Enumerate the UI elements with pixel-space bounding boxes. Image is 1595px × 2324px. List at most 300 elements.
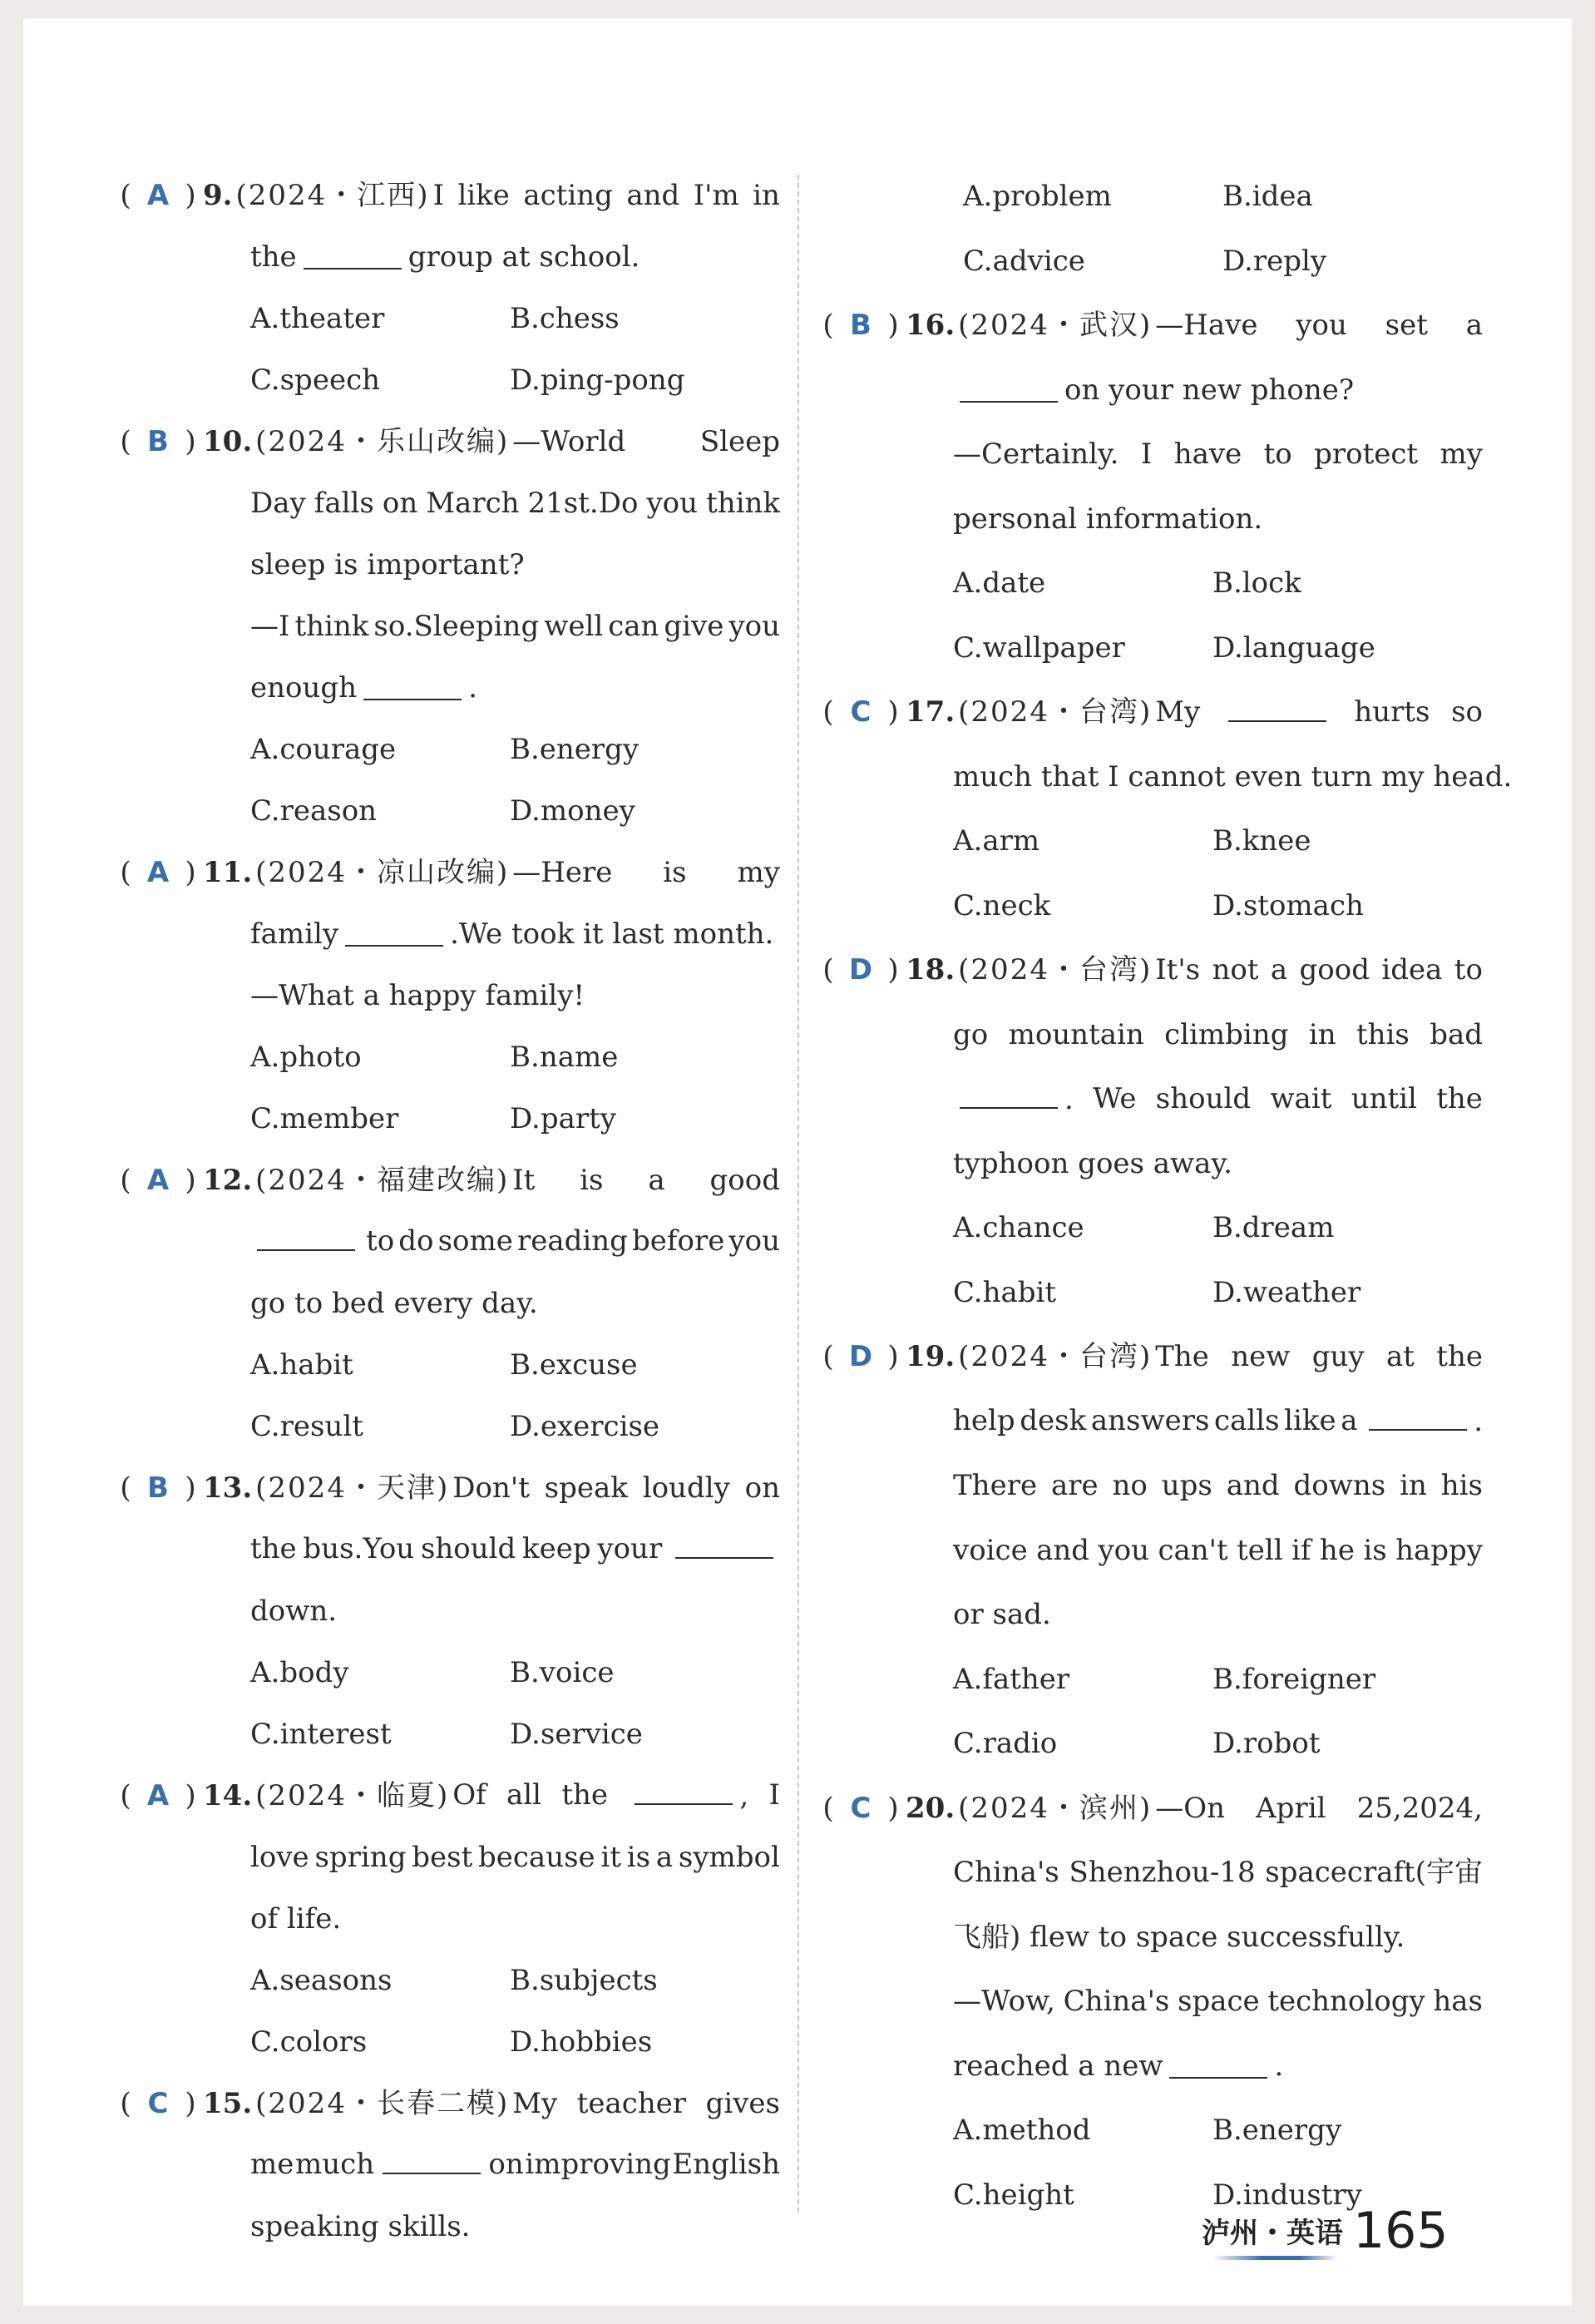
word: so bbox=[1451, 695, 1483, 729]
word: if bbox=[1291, 1533, 1311, 1567]
question-head bbox=[817, 294, 1483, 358]
word: ups bbox=[1161, 1469, 1212, 1503]
answer-blank bbox=[1369, 1406, 1467, 1431]
options-row bbox=[817, 809, 1483, 874]
word: all bbox=[506, 1778, 542, 1812]
word: a bbox=[655, 1840, 674, 1874]
word: My bbox=[512, 2086, 558, 2120]
option-c: C.colors bbox=[250, 2025, 368, 2059]
question-number: 20. bbox=[906, 1791, 956, 1825]
option-d: D.stomach bbox=[1212, 888, 1364, 922]
question-head bbox=[817, 938, 1483, 1003]
option-b: B.lock bbox=[1212, 566, 1301, 601]
options-row bbox=[115, 1088, 780, 1150]
word: falls bbox=[314, 486, 374, 520]
close-paren: ) bbox=[185, 1163, 196, 1197]
justified-line bbox=[250, 1534, 780, 1565]
options-row bbox=[817, 230, 1483, 294]
question-source: (2024・福建改编) bbox=[255, 1163, 510, 1197]
question-number: 11. bbox=[203, 855, 253, 889]
question-head bbox=[817, 1777, 1483, 1842]
word: help bbox=[953, 1404, 1015, 1438]
question-source: (2024・江西) bbox=[235, 178, 430, 212]
stem-text: speaking skills. bbox=[250, 2209, 471, 2243]
word: and bbox=[626, 178, 680, 212]
word: your bbox=[597, 1532, 663, 1565]
answer-letter: C bbox=[147, 2086, 169, 2120]
answer-blank bbox=[363, 675, 462, 700]
option-d: D.party bbox=[510, 1101, 617, 1135]
open-paren: ( bbox=[120, 1471, 131, 1505]
question-head bbox=[115, 411, 780, 472]
justified-line bbox=[452, 1473, 780, 1504]
option-c: C.height bbox=[953, 2178, 1074, 2212]
word: do bbox=[398, 1224, 434, 1258]
stem-line bbox=[115, 1827, 780, 1888]
question-source: (2024・台湾) bbox=[958, 1340, 1153, 1374]
stem-line bbox=[817, 1519, 1483, 1584]
stem-line bbox=[115, 1211, 780, 1273]
stem-line bbox=[115, 903, 780, 965]
options-row bbox=[817, 2099, 1483, 2163]
answer-letter: C bbox=[850, 1791, 872, 1825]
close-paren: ) bbox=[185, 855, 196, 889]
right-column bbox=[817, 165, 1513, 2228]
word: March bbox=[426, 486, 520, 520]
word: technology bbox=[1267, 1985, 1425, 2019]
word: Don't bbox=[452, 1471, 530, 1505]
word: keep bbox=[522, 1532, 591, 1565]
option-c: C.speech bbox=[250, 363, 381, 397]
word: on bbox=[488, 2148, 524, 2181]
stem-line bbox=[115, 472, 780, 534]
open-paren: ( bbox=[822, 695, 834, 729]
stem-first-line bbox=[512, 1165, 780, 1196]
justified-line bbox=[1155, 1342, 1483, 1372]
word: hurts bbox=[1354, 695, 1430, 729]
word: until bbox=[1351, 1081, 1417, 1115]
word: has bbox=[1433, 1985, 1483, 2019]
word bbox=[376, 2149, 487, 2181]
option-c: C.radio bbox=[953, 1727, 1058, 1761]
word: on bbox=[744, 1471, 780, 1505]
word: his bbox=[1440, 1469, 1483, 1503]
stem-text: family bbox=[250, 917, 339, 951]
word: protect bbox=[1314, 438, 1419, 472]
word: a bbox=[1341, 1404, 1358, 1438]
justified-line bbox=[1155, 697, 1483, 729]
stem-text: sleep is important? bbox=[250, 547, 525, 581]
word: Of bbox=[452, 1778, 486, 1812]
close-paren: ) bbox=[185, 424, 196, 458]
option-b: B.chess bbox=[510, 301, 620, 335]
option-d: D.weather bbox=[1212, 1275, 1361, 1309]
open-paren: ( bbox=[822, 1791, 834, 1825]
word: idea bbox=[1381, 953, 1443, 987]
word: you bbox=[646, 486, 699, 520]
word: The bbox=[1155, 1340, 1209, 1374]
question-number: 15. bbox=[203, 2086, 253, 2120]
word: give bbox=[664, 609, 724, 643]
option-a: A.chance bbox=[953, 1211, 1084, 1245]
word: the bbox=[1436, 1340, 1483, 1374]
justified-line bbox=[1155, 1793, 1483, 1824]
option-c: C.advice bbox=[963, 244, 1085, 278]
question-source: (2024・台湾) bbox=[958, 695, 1153, 729]
word: English bbox=[672, 2148, 780, 2181]
stem-text: . bbox=[1274, 2049, 1284, 2083]
stem-text: 飞船) flew to space successfully. bbox=[953, 1920, 1405, 1954]
stem-text: of life. bbox=[250, 1901, 342, 1936]
column-divider bbox=[798, 175, 799, 2213]
stem-line bbox=[817, 1454, 1483, 1519]
word: China's bbox=[1063, 1985, 1170, 2019]
stem-line bbox=[115, 1519, 780, 1580]
option-c: C.interest bbox=[250, 1717, 392, 1751]
word: is bbox=[580, 1163, 604, 1197]
word: improving bbox=[525, 2148, 671, 2181]
word: new bbox=[1231, 1340, 1291, 1374]
stem-text: enough bbox=[250, 670, 358, 705]
option-a: A.father bbox=[953, 1662, 1070, 1696]
word: guy bbox=[1311, 1340, 1365, 1374]
answer-letter: B bbox=[850, 309, 872, 343]
option-c: C.wallpaper bbox=[953, 630, 1125, 665]
options-row bbox=[115, 1703, 780, 1765]
option-a: A.photo bbox=[250, 1040, 362, 1074]
word: so.Sleeping bbox=[373, 609, 540, 643]
question-source: (2024・天津) bbox=[255, 1471, 450, 1505]
justified-line bbox=[953, 1017, 1483, 1051]
stem-line bbox=[817, 1132, 1483, 1197]
word bbox=[250, 1226, 362, 1258]
word: bad bbox=[1430, 1017, 1483, 1051]
word: . bbox=[953, 1084, 1074, 1115]
word: —World bbox=[512, 424, 626, 458]
stem-line bbox=[115, 965, 780, 1026]
word: have bbox=[1173, 438, 1242, 472]
option-a: A.courage bbox=[250, 732, 397, 766]
word: good bbox=[709, 1163, 780, 1197]
open-paren: ( bbox=[120, 424, 131, 458]
word: speak bbox=[544, 1471, 628, 1505]
justified-line bbox=[250, 1842, 780, 1873]
word: gives bbox=[705, 2086, 780, 2120]
word: think bbox=[294, 609, 369, 643]
option-a: A.habit bbox=[250, 1347, 353, 1382]
stem-line bbox=[115, 534, 780, 596]
question-number: 18. bbox=[906, 953, 956, 987]
word: the bbox=[1436, 1081, 1483, 1115]
option-b: B.idea bbox=[1222, 180, 1313, 214]
option-b: B.foreigner bbox=[1212, 1662, 1376, 1696]
justified-line bbox=[953, 1535, 1483, 1566]
word: not bbox=[1212, 953, 1259, 987]
options-row bbox=[115, 1642, 780, 1703]
word: like bbox=[457, 178, 510, 212]
option-d: D.ping-pong bbox=[510, 363, 685, 397]
answer-blank bbox=[304, 245, 402, 269]
word: —On bbox=[1155, 1791, 1225, 1825]
question-number: 12. bbox=[203, 1163, 253, 1197]
word: space bbox=[1178, 1985, 1260, 2019]
word: should bbox=[420, 1532, 516, 1565]
word: should bbox=[1155, 1081, 1252, 1115]
option-a: A.date bbox=[953, 566, 1046, 601]
options-row bbox=[115, 2011, 780, 2073]
justified-line bbox=[953, 1406, 1483, 1437]
word: best bbox=[412, 1840, 473, 1874]
question-9 bbox=[115, 165, 780, 411]
answer-letter: A bbox=[146, 178, 170, 212]
word: reading bbox=[516, 1224, 628, 1258]
justified-line bbox=[433, 180, 780, 211]
options-row bbox=[817, 616, 1483, 681]
open-paren: ( bbox=[120, 855, 131, 889]
word: it bbox=[600, 1840, 621, 1874]
question-source: (2024・凉山改编) bbox=[255, 855, 510, 889]
option-d: D.hobbies bbox=[510, 2025, 653, 2059]
question-head bbox=[817, 1325, 1483, 1390]
answer-letter: D bbox=[848, 953, 873, 987]
word: It's bbox=[1155, 953, 1201, 987]
word: I bbox=[1140, 438, 1153, 472]
question-11 bbox=[115, 842, 780, 1150]
question-16 bbox=[817, 294, 1483, 680]
question-head bbox=[115, 1457, 780, 1519]
word: calls bbox=[1214, 1404, 1280, 1438]
word: loudly bbox=[642, 1471, 730, 1505]
open-paren: ( bbox=[822, 309, 834, 343]
word: no bbox=[1112, 1469, 1148, 1503]
word: —I bbox=[250, 609, 290, 643]
options-row bbox=[817, 1712, 1483, 1777]
stem-text: group at school. bbox=[407, 240, 640, 274]
justified-line bbox=[250, 2149, 780, 2181]
word: to bbox=[366, 1224, 395, 1258]
stem-line bbox=[115, 2196, 780, 2257]
page-number: 165 bbox=[1353, 2202, 1449, 2260]
justified-line bbox=[953, 1471, 1483, 1501]
stem-text: typhoon goes away. bbox=[953, 1146, 1232, 1180]
question-10 bbox=[115, 411, 780, 842]
word: is bbox=[1363, 1533, 1387, 1567]
word: a bbox=[1465, 309, 1483, 343]
option-b: B.energy bbox=[510, 732, 639, 766]
justified-line bbox=[452, 1780, 780, 1812]
question-source: (2024・台湾) bbox=[958, 953, 1153, 987]
stem-text: on your new phone? bbox=[1064, 373, 1355, 407]
stem-line bbox=[817, 2035, 1483, 2099]
answer-letter: B bbox=[147, 1471, 169, 1505]
answer-blank bbox=[345, 922, 443, 947]
word: in bbox=[753, 178, 780, 212]
option-c: C.neck bbox=[953, 888, 1051, 922]
answer-blank bbox=[257, 1226, 355, 1251]
left-column bbox=[115, 165, 780, 2257]
word: —Have bbox=[1155, 309, 1258, 343]
stem-first-line bbox=[1155, 310, 1483, 341]
word bbox=[669, 1534, 780, 1565]
question-number: 9. bbox=[203, 178, 233, 212]
justified-line bbox=[953, 439, 1483, 470]
option-a: A.arm bbox=[953, 824, 1040, 858]
word: I'm bbox=[693, 178, 739, 212]
option-d: D.service bbox=[510, 1717, 643, 1751]
word: desk bbox=[1020, 1404, 1087, 1438]
word: 25,2024, bbox=[1356, 1791, 1483, 1825]
question-number: 17. bbox=[906, 695, 956, 729]
justified-line bbox=[1155, 310, 1483, 341]
options-row bbox=[115, 780, 780, 842]
stem-line bbox=[115, 596, 780, 657]
word: We bbox=[1093, 1081, 1137, 1115]
options-row bbox=[115, 719, 780, 780]
justified-line bbox=[512, 424, 780, 458]
close-paren: ) bbox=[185, 1471, 196, 1505]
word: climbing bbox=[1164, 1017, 1289, 1051]
option-c: C.reason bbox=[250, 794, 378, 828]
word: is bbox=[626, 1840, 651, 1874]
options-row bbox=[817, 1261, 1483, 1326]
word: symbol bbox=[678, 1840, 780, 1874]
word bbox=[1222, 697, 1333, 729]
close-paren: ) bbox=[185, 2086, 196, 2120]
word: in bbox=[1400, 1469, 1427, 1503]
stem-first-line bbox=[452, 1780, 780, 1812]
answer-letter: A bbox=[146, 1163, 170, 1197]
close-paren: ) bbox=[887, 1340, 899, 1374]
stem-first-line bbox=[452, 1473, 780, 1504]
stem-text: personal information. bbox=[953, 502, 1263, 536]
word: , bbox=[628, 1780, 748, 1812]
word: the bbox=[561, 1778, 609, 1812]
options-row bbox=[115, 1396, 780, 1457]
question-source: (2024・滨州) bbox=[958, 1791, 1153, 1825]
word: downs bbox=[1293, 1469, 1386, 1503]
stem-first-line bbox=[512, 2086, 780, 2120]
word: to bbox=[1263, 438, 1292, 472]
word: is bbox=[663, 855, 687, 889]
answer-letter: B bbox=[147, 424, 169, 458]
option-d: D.exercise bbox=[510, 1409, 660, 1443]
word: you bbox=[728, 609, 780, 643]
question-head bbox=[115, 2073, 780, 2134]
open-paren: ( bbox=[822, 953, 834, 987]
footer-accent-bar bbox=[1212, 2256, 1337, 2260]
question-20 bbox=[817, 1777, 1483, 2228]
option-b: B.subjects bbox=[510, 1963, 658, 1997]
footer-label: 泸州・英语 bbox=[1202, 2217, 1343, 2250]
answer-letter: C bbox=[850, 695, 872, 729]
option-c: C.result bbox=[250, 1409, 363, 1443]
word: think bbox=[706, 486, 780, 520]
stem-text: go to bed every day. bbox=[250, 1286, 538, 1320]
word: on bbox=[382, 486, 418, 520]
stem-line bbox=[115, 1273, 780, 1334]
stem-line bbox=[115, 2134, 780, 2196]
stem-first-line bbox=[512, 855, 780, 889]
stem-text: .We took it last month. bbox=[450, 917, 774, 951]
answer-blank bbox=[383, 2149, 481, 2174]
stem-line bbox=[817, 487, 1483, 552]
question-head bbox=[115, 842, 780, 903]
word: —Here bbox=[512, 855, 613, 889]
word: in bbox=[1308, 1017, 1336, 1051]
answer-letter: D bbox=[848, 1340, 873, 1374]
open-paren: ( bbox=[120, 1778, 131, 1812]
option-a: A.seasons bbox=[250, 1963, 393, 1997]
word: you bbox=[1296, 309, 1347, 343]
word: spring bbox=[314, 1840, 407, 1874]
option-d: D.reply bbox=[1222, 244, 1327, 278]
word: you bbox=[1098, 1533, 1150, 1567]
word: like bbox=[1284, 1404, 1336, 1438]
question-15-options-continued bbox=[817, 165, 1483, 294]
word: teacher bbox=[576, 2086, 687, 2120]
options-row bbox=[115, 349, 780, 411]
justified-line bbox=[1155, 955, 1483, 986]
stem-line bbox=[115, 1888, 780, 1950]
stem-text: down. bbox=[250, 1594, 338, 1628]
word: Sleep bbox=[699, 424, 780, 458]
stem-text: —What a happy family! bbox=[250, 978, 585, 1012]
question-source: (2024・长春二模) bbox=[255, 2086, 510, 2120]
word: can bbox=[608, 609, 659, 643]
options-row bbox=[817, 1648, 1483, 1713]
question-source: (2024・临夏) bbox=[255, 1778, 450, 1812]
word: are bbox=[1050, 1469, 1099, 1503]
answer-letter: A bbox=[146, 855, 170, 889]
justified-line bbox=[512, 855, 780, 889]
stem-line bbox=[817, 1390, 1483, 1455]
word: much bbox=[295, 2148, 375, 2181]
stem-line bbox=[817, 745, 1513, 810]
justified-line bbox=[512, 1165, 780, 1196]
options-row bbox=[817, 874, 1483, 939]
open-paren: ( bbox=[822, 1340, 834, 1374]
word: 21st.Do bbox=[527, 486, 639, 520]
close-paren: ) bbox=[185, 178, 196, 212]
stem-first-line bbox=[1155, 1342, 1483, 1372]
word: set bbox=[1385, 309, 1428, 343]
option-b: B.excuse bbox=[510, 1347, 638, 1382]
option-d: D.robot bbox=[1212, 1727, 1321, 1761]
stem-text: . bbox=[468, 670, 477, 705]
stem-line bbox=[115, 1580, 780, 1642]
word: I bbox=[768, 1778, 780, 1812]
word: acting bbox=[523, 178, 613, 212]
justified-line bbox=[250, 488, 780, 519]
question-number: 19. bbox=[906, 1340, 956, 1374]
stem-line bbox=[115, 657, 780, 719]
close-paren: ) bbox=[185, 1778, 196, 1812]
stem-line bbox=[817, 358, 1483, 423]
option-b: B.energy bbox=[1212, 2114, 1342, 2148]
option-d: D.money bbox=[510, 794, 635, 828]
word: . bbox=[1362, 1406, 1483, 1437]
word: and bbox=[1226, 1469, 1280, 1503]
question-number: 13. bbox=[203, 1471, 253, 1505]
word: answers bbox=[1090, 1404, 1210, 1438]
word: well bbox=[544, 609, 604, 643]
word: and bbox=[1036, 1533, 1090, 1567]
close-paren: ) bbox=[887, 953, 899, 987]
option-b: B.name bbox=[510, 1040, 619, 1074]
question-head bbox=[115, 1150, 780, 1211]
word: me bbox=[250, 2148, 294, 2181]
word: some bbox=[437, 1224, 513, 1258]
